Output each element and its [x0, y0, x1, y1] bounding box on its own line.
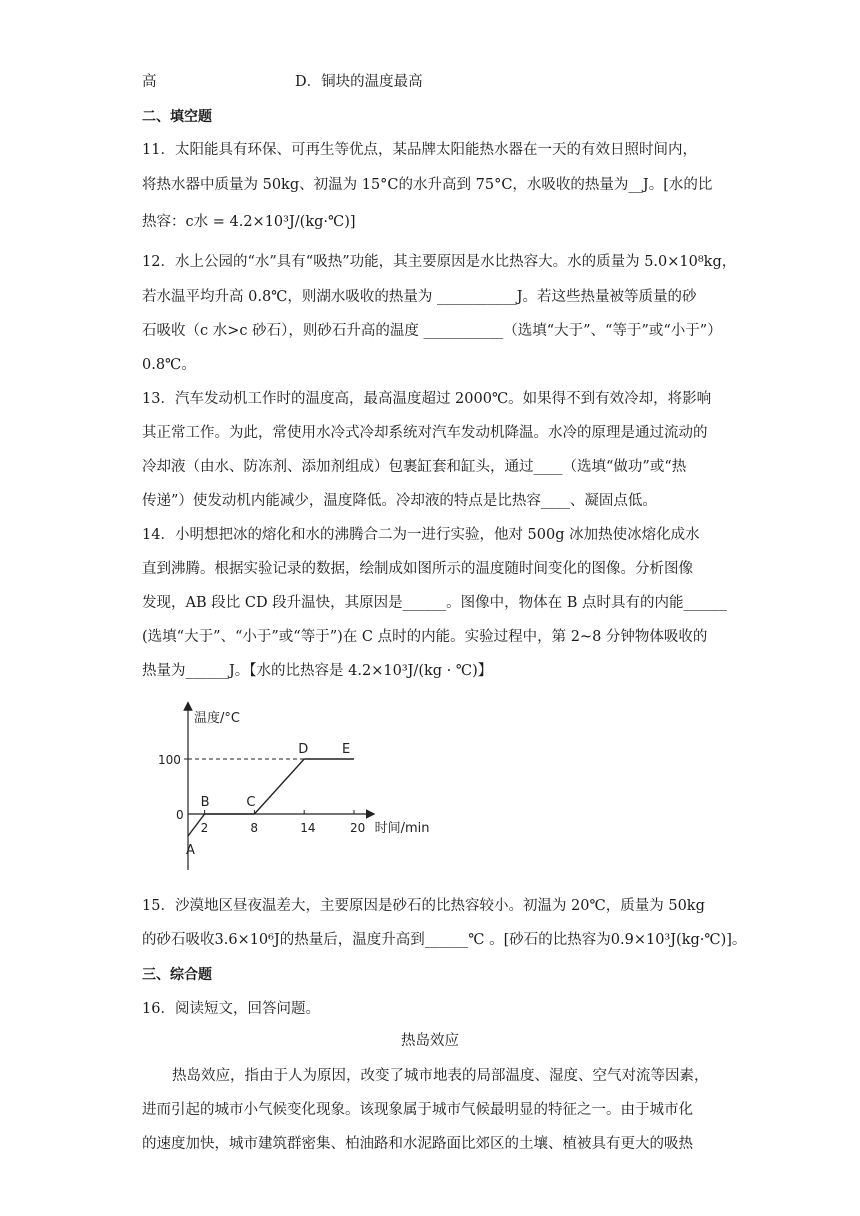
q11-line-2: 将热水器中质量为 50kg、初温为 15°C的水升高到 75°C，水吸收的热量为__J。[水的比 [142, 177, 713, 193]
q14-line-2: 直到沸腾。根据实验记录的数据，绘制成如图所示的温度随时间变化的图像。分析图像 [142, 561, 693, 577]
point-label-d: D [298, 742, 309, 757]
q12-line-2: 若水温平均升高 0.8℃，则湖水吸收的热量为 ___________J。若这些热量被等质量的砂 [142, 289, 697, 305]
y-tick-label: 0 [176, 808, 184, 822]
section-heading-fill-blank: 二、填空题 [142, 109, 212, 125]
section-heading-comprehensive: 三、综合题 [142, 967, 212, 983]
article-line-2: 进而引起的城市小气候变化现象。该现象属于城市气候最明显的特征之一。由于城市化 [142, 1102, 693, 1118]
article-title: 热岛效应 [401, 1033, 459, 1049]
point-label-b: B [200, 795, 210, 810]
q15-line-1: 15．沙漠地区昼夜温差大，主要原因是砂石的比热容较小。初温为 20℃，质量为 50kg [142, 898, 705, 914]
x-tick-label: 14 [300, 821, 316, 835]
x-tick-label: 2 [200, 821, 209, 835]
q12-line-4: 0.8℃。 [142, 357, 196, 373]
q13-line-2: 其正常工作。为此，常使用水冷式冷却系统对汽车发动机降温。水冷的原理是通过流动的 [142, 425, 708, 441]
q14-line-1: 14．小明想把冰的熔化和水的沸腾合二为一进行实验，他对 500g 冰加热使冰熔化成水 [142, 527, 700, 543]
temperature-time-graph [150, 700, 430, 870]
x-tick-label: 8 [250, 821, 259, 835]
q13-line-4: 传递”）使发动机内能减少，温度降低。冷却液的特点是比热容____、凝固点低。 [142, 493, 657, 509]
q14-line-4: (选填“大于”、“小于”或“等于”)在 C 点时的内能。实验过程中，第 2~8 分钟物体吸收的 [142, 629, 708, 645]
point-label-e: E [342, 742, 351, 757]
q11-line-3: 热容：c水 = 4.2×10³J/(kg·℃)] [142, 214, 356, 230]
q15-line-2: 的砂石吸收3.6×10⁶J的热量后，温度升高到______℃ 。[砂石的比热容为0.9×10³J(kg·℃)]。 [142, 932, 747, 948]
q11-line-1: 11．太阳能具有环保、可再生等优点，某品牌太阳能热水器在一天的有效日照时间内， [142, 142, 697, 158]
q16-prompt: 16．阅读短文，回答问题。 [142, 1001, 320, 1017]
y-tick-label: 100 [158, 753, 181, 767]
q12-line-1: 12．水上公园的“水”具有“吸热”功能，其主要原因是水比热容大。水的质量为 5.0×10⁸kg， [142, 254, 737, 270]
y-axis-label: 温度/°C [194, 711, 240, 726]
option-c-tail: 高 [142, 74, 157, 90]
x-axis-label: 时间/min [374, 821, 430, 836]
q13-line-3: 冷却液（由水、防冻剂、添加剂组成）包裹缸套和缸头，通过____（选填“做功”或“热 [142, 459, 687, 475]
x-tick-label: 20 [350, 821, 366, 835]
point-label-a: A [186, 843, 195, 858]
q14-line-3: 发现，AB 段比 CD 段升温快，其原因是______。图像中，物体在 B 点时具有的内能______ [142, 595, 728, 611]
option-d: D．铜块的温度最高 [295, 74, 423, 90]
q14-line-5: 热量为______J。【水的比热容是 4.2×10³J/(kg · ℃)】 [142, 663, 493, 679]
point-label-c: C [246, 795, 256, 810]
q12-line-3: 石吸收（c 水>c 砂石），则砂石升高的温度 ___________（选填“大于”、“等于”或“小于”） [142, 323, 722, 339]
article-line-1: 热岛效应，指由于人为原因，改变了城市地表的局部温度、湿度、空气对流等因素， [172, 1068, 709, 1084]
curve-segment [254, 759, 304, 814]
article-line-3: 的速度加快，城市建筑群密集、柏油路和水泥路面比郊区的土壤、植被具有更大的吸热 [142, 1136, 693, 1152]
q13-line-1: 13．汽车发动机工作时的温度高，最高温度超过 2000℃。如果得不到有效冷却，将影响 [142, 391, 712, 407]
